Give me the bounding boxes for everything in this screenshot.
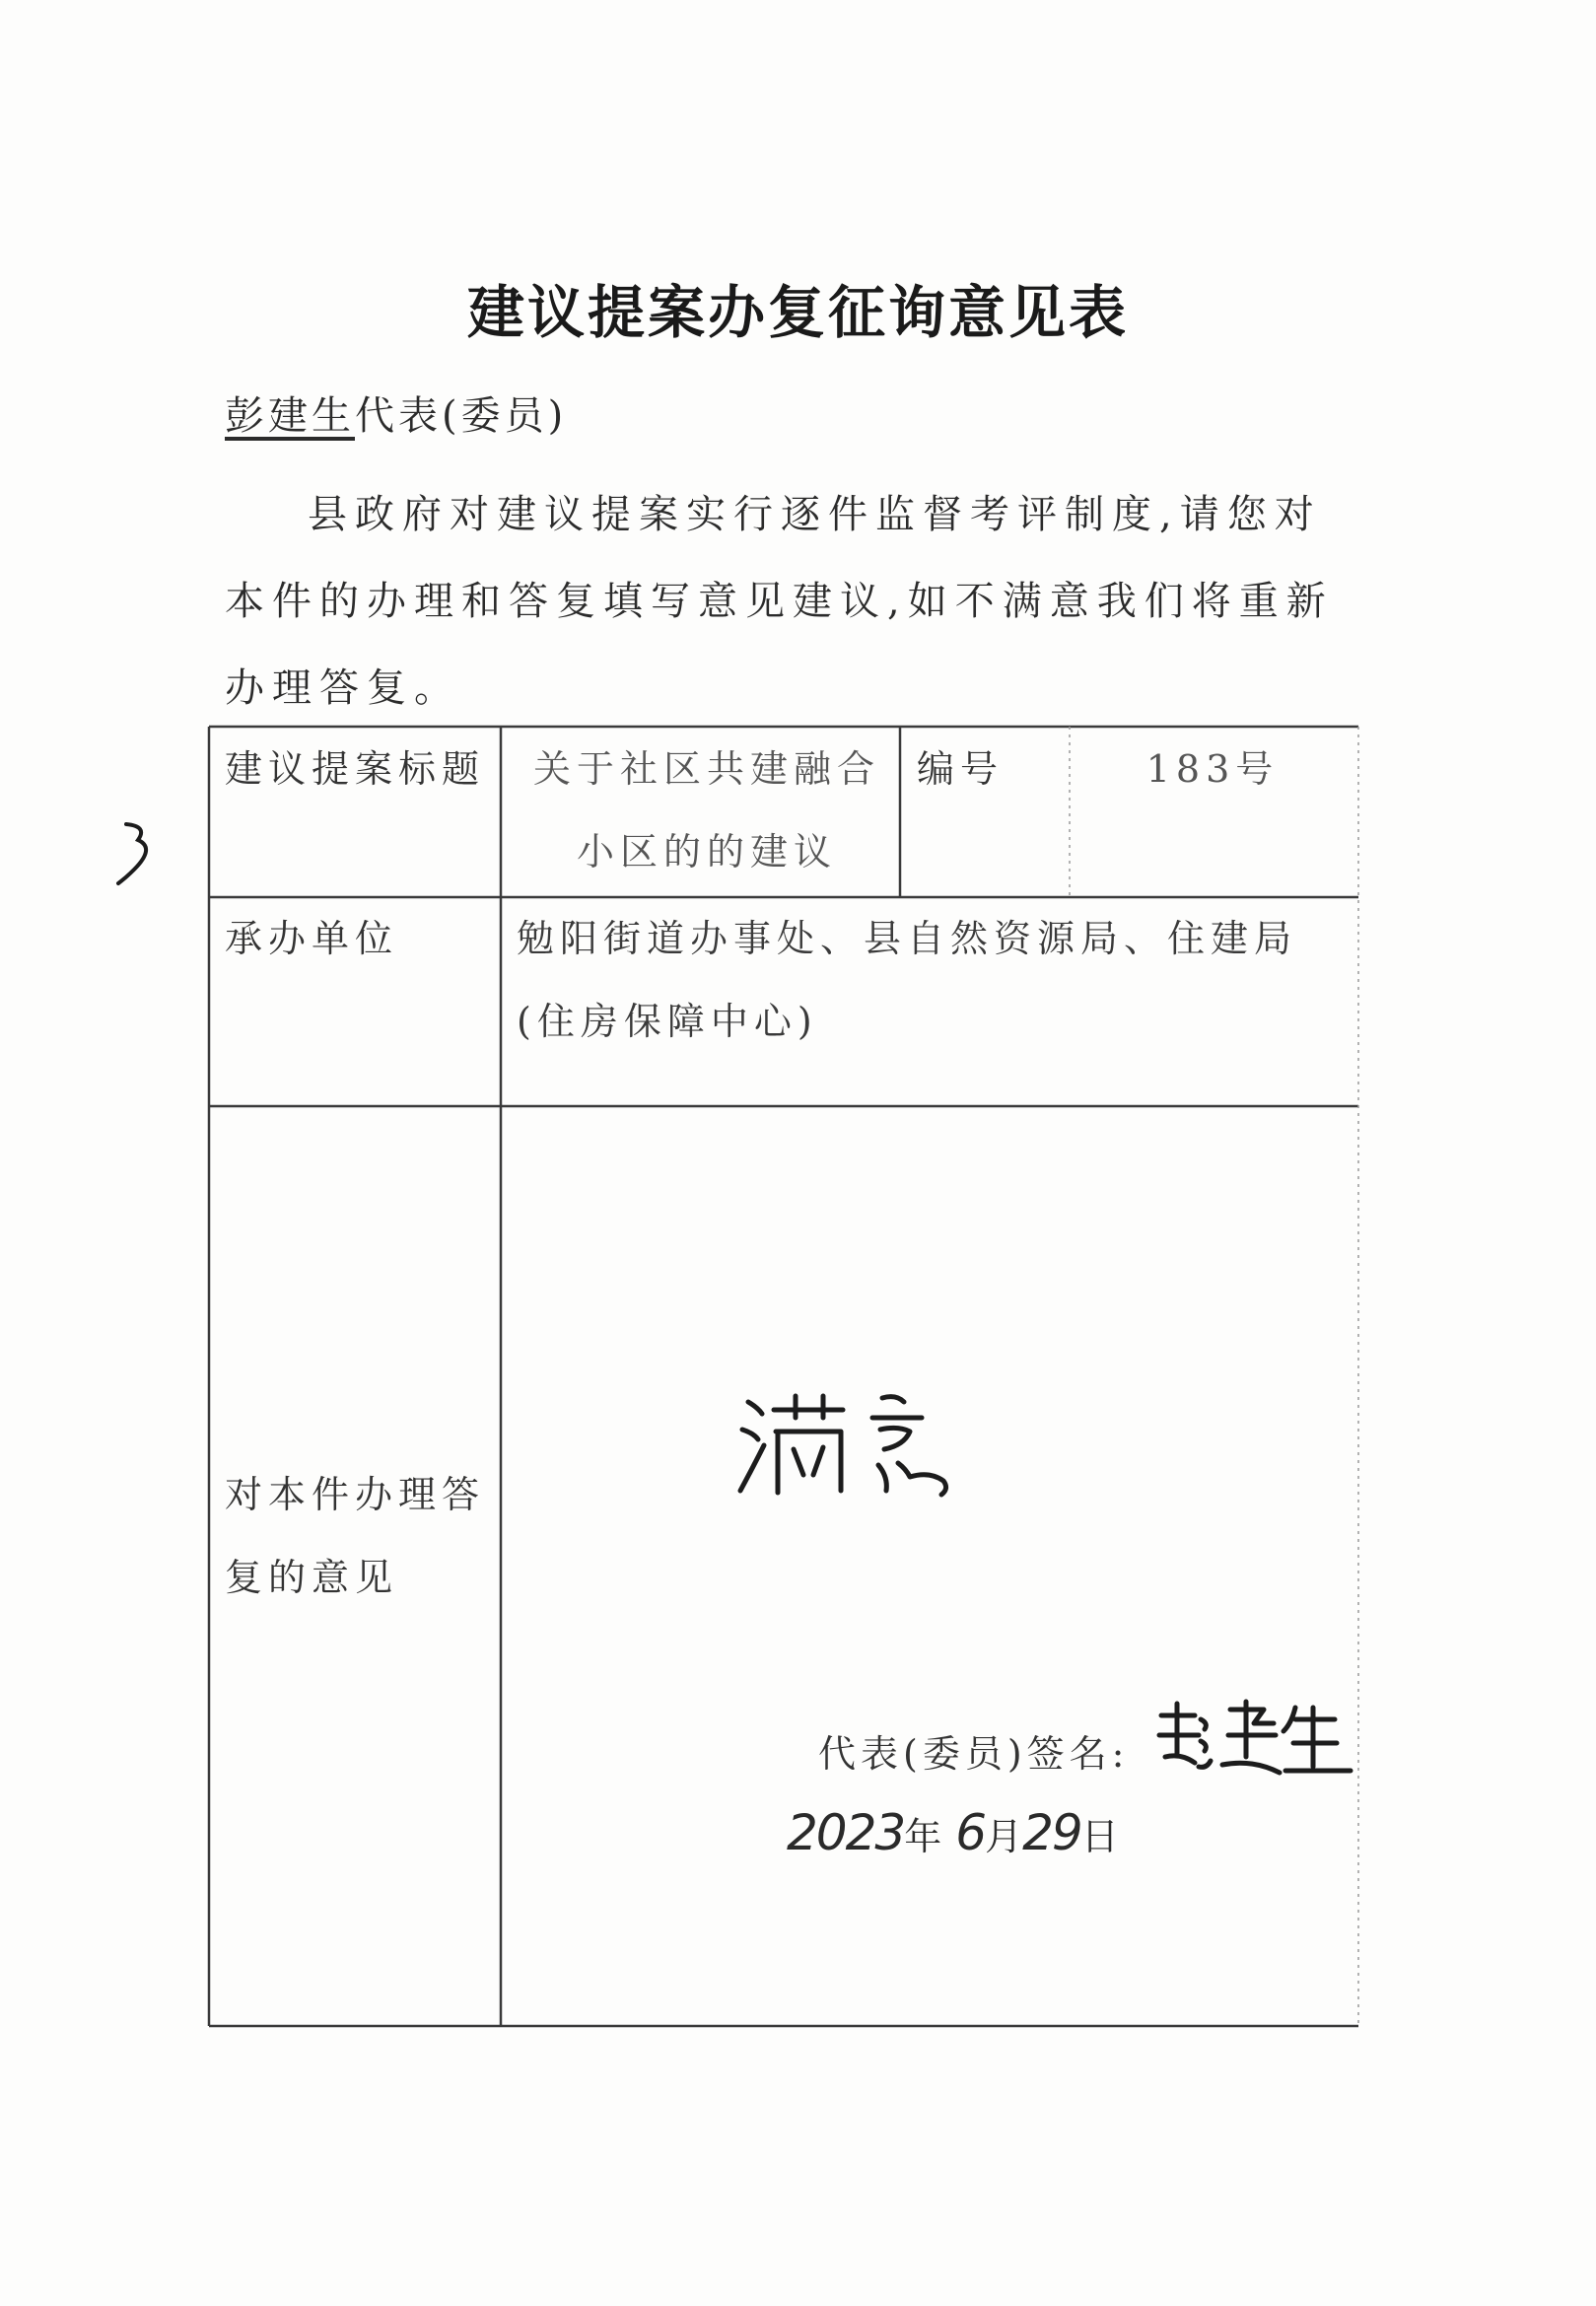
date-day-unit: 日 bbox=[1080, 1815, 1119, 1858]
salutation-suffix: 代表(委员) bbox=[355, 393, 568, 439]
signature-date bbox=[787, 1804, 1119, 1861]
date-month-unit: 月 bbox=[985, 1815, 1023, 1858]
proposal-title-value: 关于社区共建融合小区的的建议 bbox=[532, 747, 880, 873]
opinion-handwriting bbox=[734, 1380, 971, 1508]
handling-unit-value: 勉阳街道办事处、县自然资源局、住建局(住房保障中心) bbox=[517, 917, 1298, 1043]
handling-unit-label: 承办单位 bbox=[225, 917, 399, 960]
date-year: 2023 bbox=[787, 1804, 905, 1861]
number-value: 183号 bbox=[1145, 747, 1280, 791]
signature-handwriting bbox=[1151, 1696, 1358, 1784]
number-label: 编号 bbox=[917, 747, 1005, 791]
intro-paragraph: 县政府对建议提案实行逐件监督考评制度,请您对本件的办理和答复填写意见建议,如不满意我们将重新办理答复。 bbox=[225, 492, 1334, 711]
margin-mark bbox=[108, 818, 158, 887]
opinion-label: 对本件办理答复的意见 bbox=[225, 1473, 486, 1599]
date-day: 29 bbox=[1022, 1804, 1081, 1861]
document-title: 建议提案办复征询意见表 bbox=[466, 279, 1129, 346]
date-month: 6 bbox=[955, 1804, 986, 1861]
signature-label: 代表(委员)签名: bbox=[818, 1732, 1130, 1776]
salutation-name: 彭建生 bbox=[225, 393, 355, 439]
date-year-unit: 年 bbox=[904, 1815, 942, 1858]
proposal-title-label: 建议提案标题 bbox=[225, 747, 486, 791]
